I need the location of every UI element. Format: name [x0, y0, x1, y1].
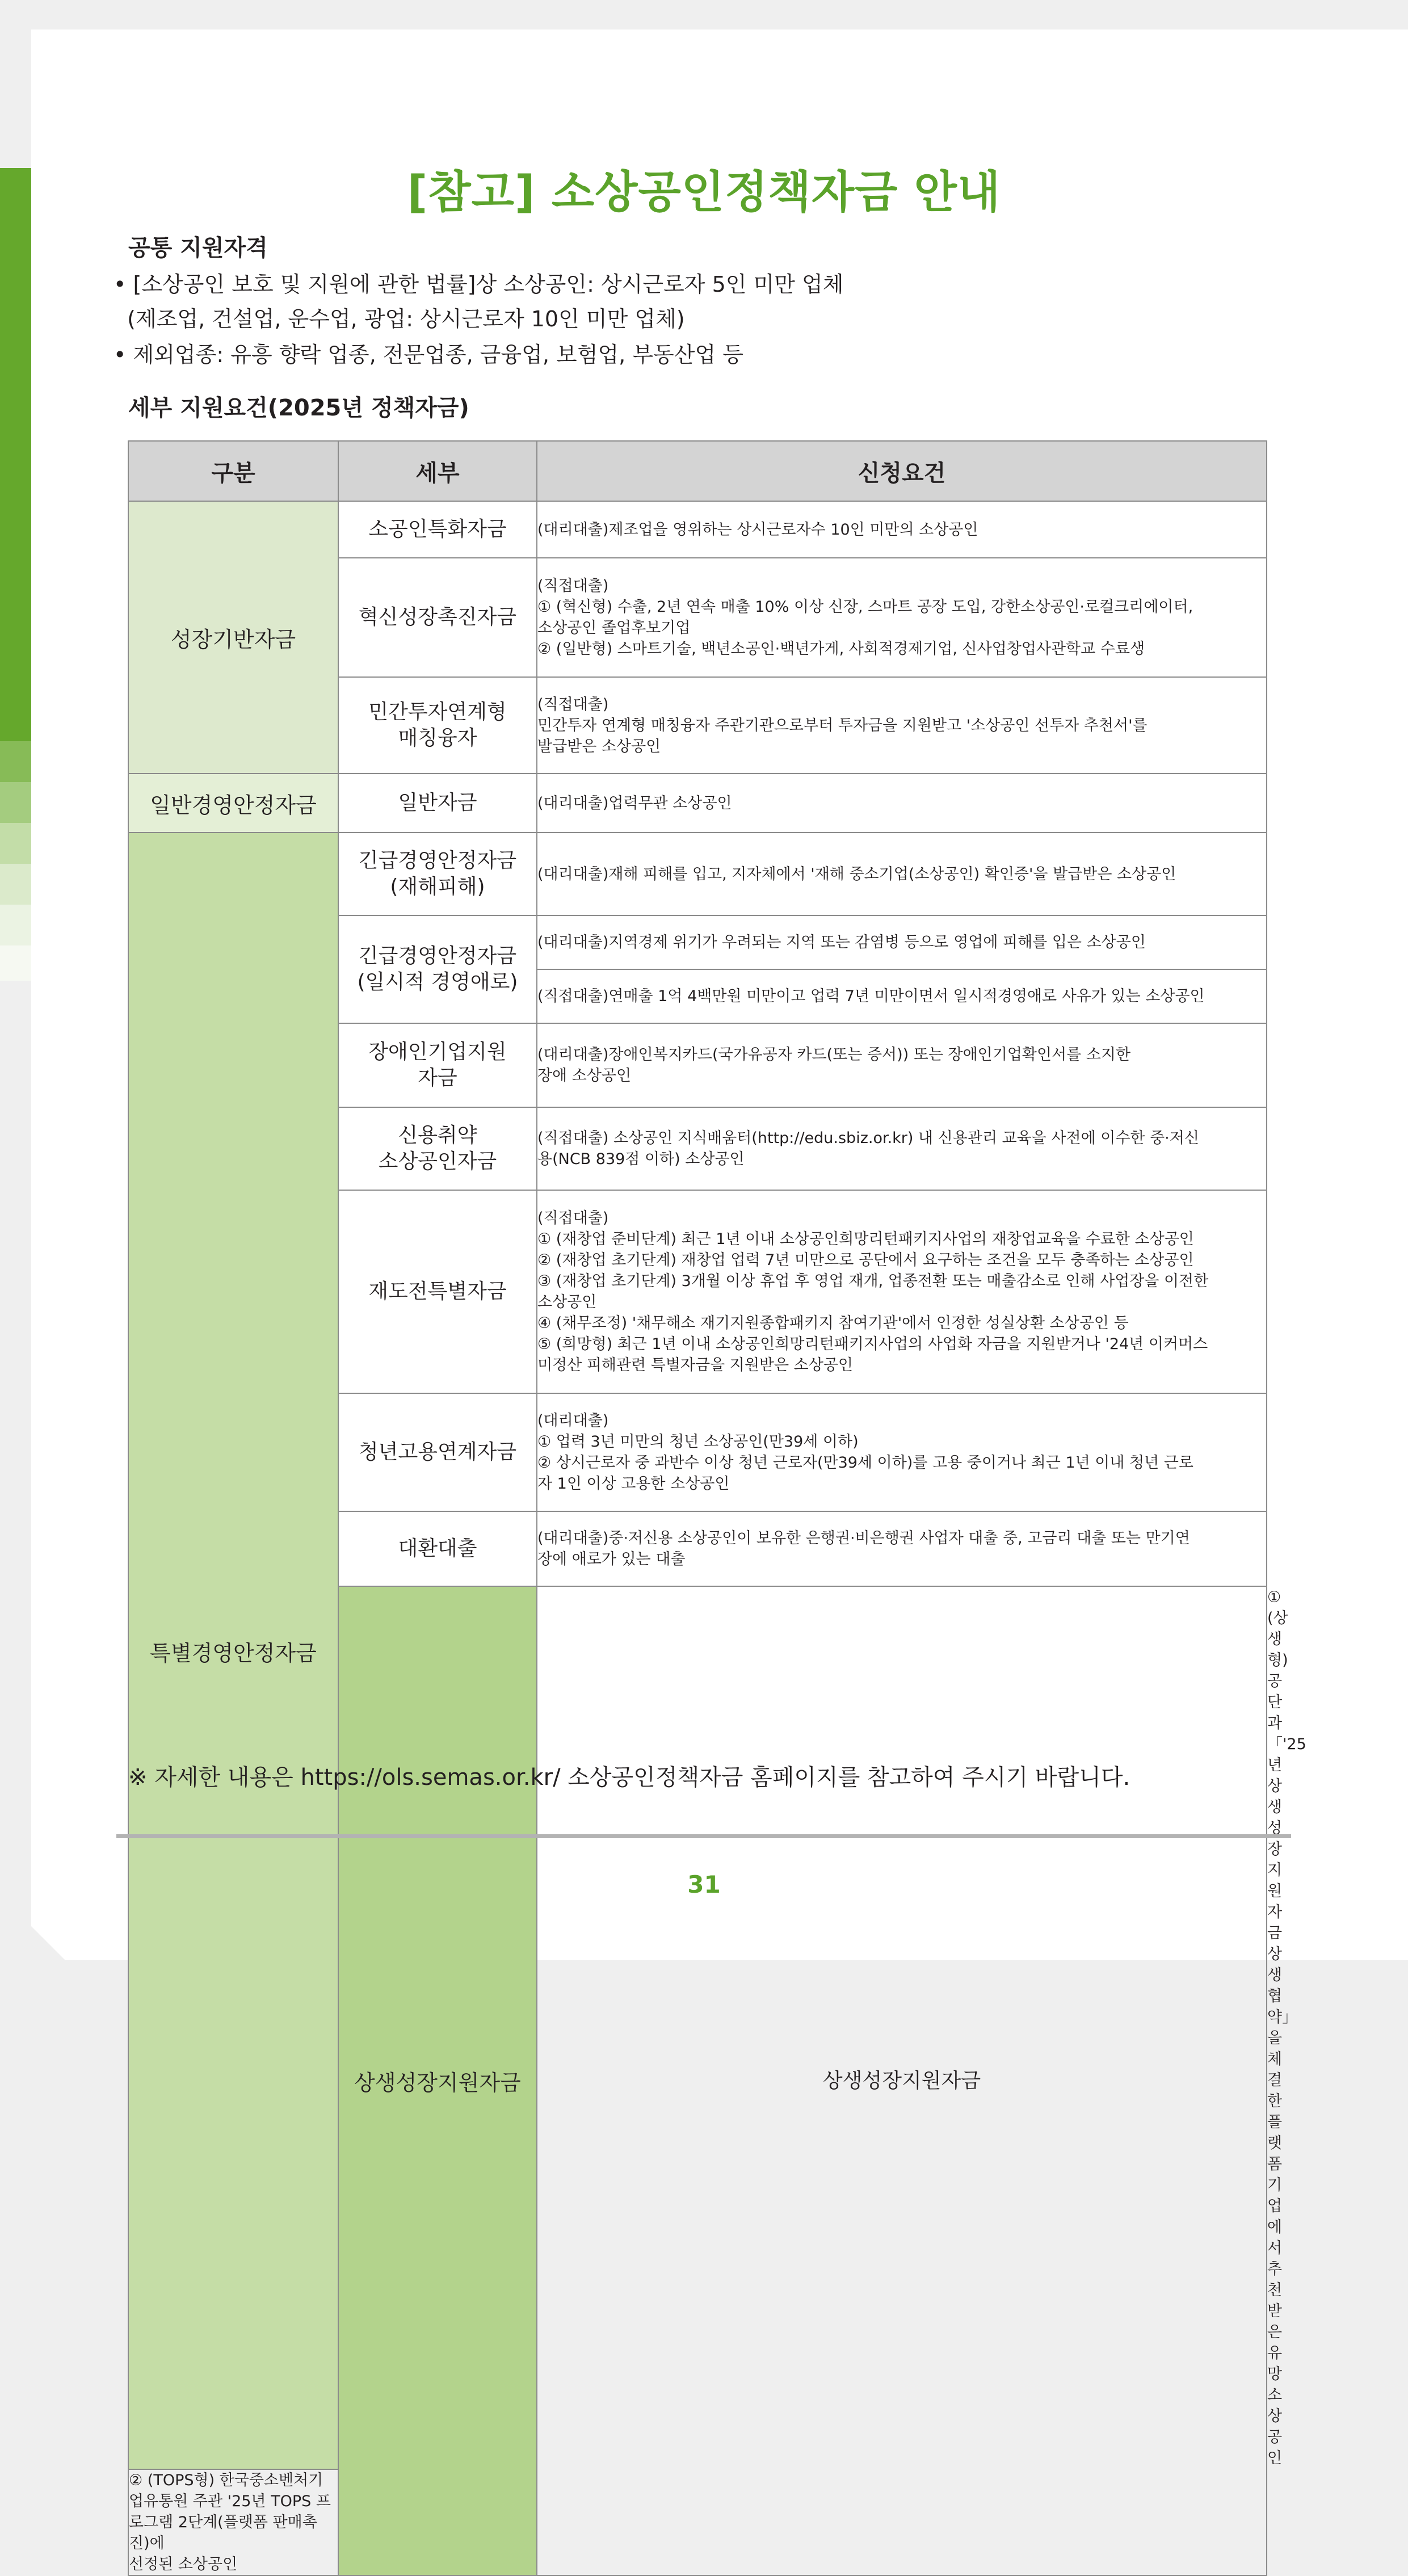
requirement-cell: (대리대출)장애인복지카드(국가유공자 카드(또는 증서)) 또는 장애인기업확인서를 소지한 장애 소상공인	[537, 1023, 1267, 1107]
side-bar-step-6	[0, 945, 31, 981]
footnote: ※ 자세한 내용은 https://ols.semas.or.kr/ 소상공인정책자금 홈페이지를 참고하여 주시기 바랍니다.	[128, 1764, 1130, 1791]
requirement-cell: (대리대출)재해 피해를 입고, 지자체에서 '재해 중소기업(소상공인) 확인증'을 발급받은 소상공인	[537, 833, 1267, 915]
detail-cell: 상생성장지원자금	[537, 1586, 1267, 2575]
detail-cell: 민간투자연계형 매칭융자	[338, 677, 537, 774]
table-row	[128, 833, 1267, 915]
detail-cell: 일반자금	[338, 774, 537, 833]
detail-cell: 대환대출	[338, 1511, 537, 1586]
detail-cell: 긴급경영안정자금 (일시적 경영애로)	[338, 915, 537, 1023]
table-row	[128, 501, 1267, 558]
side-bar-step-3	[0, 823, 31, 864]
category-cell: 성장기반자금	[128, 501, 338, 774]
detail-cell: 소공인특화자금	[338, 501, 537, 558]
common-line-1: • [소상공인 보호 및 지원에 관한 법률]상 소상공인: 상시근로자 5인 미만 업체	[114, 272, 844, 297]
side-bar-step-2	[0, 782, 31, 823]
side-bar-dark	[0, 168, 31, 741]
detail-cell: 청년고용연계자금	[338, 1393, 537, 1511]
detail-cell: 재도전특별자금	[338, 1190, 537, 1393]
detail-cell: 혁신성장촉진자금	[338, 558, 537, 677]
requirement-cell: (대리대출)업력무관 소상공인	[537, 774, 1267, 833]
side-bar-step-1	[0, 741, 31, 782]
requirement-cell: ② (TOPS형) 한국중소벤처기업유통원 주관 '25년 TOPS 프로그램 2단계(플랫폼 판매촉진)에 선정된 소상공인	[128, 2469, 338, 2575]
side-bar-step-4	[0, 864, 31, 905]
table-row	[128, 774, 1267, 833]
header-detail: 세부	[338, 441, 537, 501]
table-row: 상생성장지원자금 상생성장지원자금 생협약」을 체결한 플랫폼 기업에서 추천받은 유망 소상공인	[128, 1586, 1267, 2469]
requirement-cell: (직접대출) ① (혁신형) 수출, 2년 연속 매출 10% 이상 신장, 스마트 공장 도입, 강한소상공인·로컬크리에이터, 소상공인 졸업후보기업 ② (일반형) 스마트기술, 백년소공인·백년가게, 사회적경제기업, 신사업창업사관학교 수료생	[537, 558, 1267, 677]
common-line-2: (제조업, 건설업, 운수업, 광업: 상시근로자 10인 미만 업체)	[114, 306, 685, 331]
detail-cell: 장애인기업지원 자금	[338, 1023, 537, 1107]
requirement-cell: (직접대출) 소상공인 지식배움터(http://edu.sbiz.or.kr) 내 신용관리 교육을 사전에 이수한 중·저신 용(NCB 839점 이하) 소상공인	[537, 1107, 1267, 1190]
header-requirement: 신청요건	[537, 441, 1267, 501]
page-number: 31	[687, 1871, 721, 1898]
category-cell: 특별경영안정자금	[128, 833, 338, 2469]
detail-cell: 신용취약 소상공인자금	[338, 1107, 537, 1190]
requirement-cell: (직접대출)연매출 1억 4백만원 미만이고 업력 7년 미만이면서 일시적경영애로 사유가 있는 소상공인	[537, 969, 1267, 1023]
category-cell: 일반경영안정자금	[128, 774, 338, 833]
page-title: [참고] 소상공인정책자금 안내	[407, 167, 1001, 218]
table-header-row	[128, 441, 1267, 501]
requirements-table	[128, 440, 1298, 2576]
category-cell: 상생성장지원자금	[338, 1586, 537, 2575]
side-bar-step-5	[0, 905, 31, 945]
requirement-cell: (직접대출) ① (재창업 준비단계) 최근 1년 이내 소상공인희망리턴패키지사업의 재창업교육을 수료한 소상공인 ② (재창업 초기단계) 재창업 업력 7년 미만으로 공단에서 요구하는 조건을 모두 충족하는 소상공인 ③ (재창업 초기단계) 3개월 이상 휴업 후 영업 재개, 업종전환 또는 매출감소로 인해 사업장을 이전한 소상공인 ④ (채무조정) '채무해소 재기지원종합패키지 참여기관'에서 인정한 성실상환 소상공인 등 ⑤ (희망형) 최근 1년 이내 소상공인희망리턴패키지사업의 사업화 자금을 지원받거나 '24년 이커머스 미정산 피해관련 특별자금을 지원받은 소상공인	[537, 1190, 1267, 1393]
common-line-3: • 제외업종: 유흥 향락 업종, 전문업종, 금융업, 보험업, 부동산업 등	[114, 342, 743, 367]
detail-heading: 세부 지원요건(2025년 정책자금)	[128, 395, 469, 421]
requirement-cell: (대리대출)제조업을 영위하는 상시근로자수 10인 미만의 소상공인	[537, 501, 1267, 558]
requirement-cell: (대리대출)중·저신용 소상공인이 보유한 은행권·비은행권 사업자 대출 중, 고금리 대출 또는 만기연 장에 애로가 있는 대출	[537, 1511, 1267, 1586]
header-category: 구분	[128, 441, 338, 501]
detail-cell: 긴급경영안정자금 (재해피해)	[338, 833, 537, 915]
requirement-cell: (대리대출)지역경제 위기가 우려되는 지역 또는 감염병 등으로 영업에 피해를 입은 소상공인	[537, 915, 1267, 969]
footer-divider	[116, 1834, 1291, 1838]
requirement-cell: (대리대출) ① 업력 3년 미만의 청년 소상공인(만39세 이하) ② 상시근로자 중 과반수 이상 청년 근로자(만39세 이하)를 고용 중이거나 최근 1년 이내 청년 근로 자 1인 이상 고용한 소상공인	[537, 1393, 1267, 1511]
common-heading: 공통 지원자격	[128, 235, 268, 261]
requirement-cell: (직접대출) 민간투자 연계형 매칭융자 주관기관으로부터 투자금을 지원받고 '소상공인 선투자 추천서'를 발급받은 소상공인	[537, 677, 1267, 774]
